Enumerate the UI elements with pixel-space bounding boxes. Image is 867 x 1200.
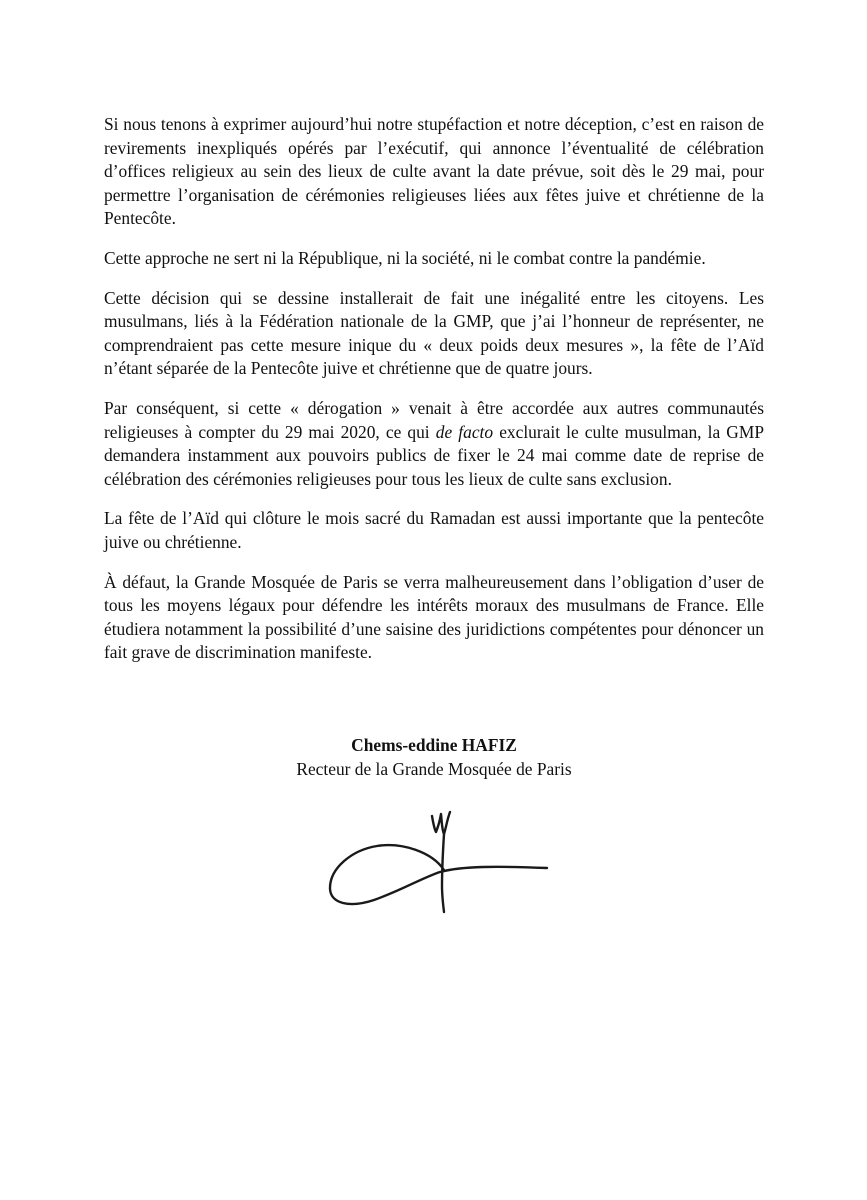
signature-block bbox=[104, 734, 764, 781]
paragraph-5: La fête de l’Aïd qui clôture le mois sacré du Ramadan est aussi importante que la pentecôte juive ou chrétienne. bbox=[104, 508, 764, 552]
paragraph-3: Cette décision qui se dessine installerait de fait une inégalité entre les citoyens. Les musulmans, liés à la Fédération nationale de la GMP, que j’ai l’honneur de représenter, ne comprendraient pas cette mesure inique du « deux poids deux mesures », la fête de l’Aïd n’étant séparée de la Pentecôte juive et chrétienne que de quatre jours. bbox=[104, 287, 764, 379]
paragraph-4 bbox=[104, 397, 764, 491]
handwritten-signature-icon bbox=[322, 800, 557, 920]
paragraph-2: Cette approche ne sert ni la République, ni la société, ni le combat contre la pandémie. bbox=[104, 247, 706, 268]
signer-name: Chems-eddine HAFIZ bbox=[351, 735, 517, 755]
paragraph-4-part-2: exclurait le culte musulman, la GMP demandera instamment aux pouvoirs publics de fixer le 24 mai comme date de reprise de célébration des cérémonies religieuses pour tous les lieux de culte sans exclusion. bbox=[104, 421, 764, 489]
letter-body bbox=[104, 113, 764, 665]
paragraph-4-part-1: Par conséquent, si cette « dérogation » venait à être accordée aux autres communautés religieuses à compter du 29 mai 2020, ce qui bbox=[104, 397, 764, 442]
paragraph-1: Si nous tenons à exprimer aujourd’hui notre stupéfaction et notre déception, c’est en raison de revirements inexpliqués opérés par l’exécutif, qui annonce l’éventualité de célébration d’offices religieux au sein des lieux de culte avant la date prévue, soit dès le 29 mai, pour permettre l’organisation de cérémonies religieuses liées aux fêtes juive et chrétienne de la Pentecôte. bbox=[104, 114, 764, 229]
paragraph-6: À défaut, la Grande Mosquée de Paris se verra malheureusement dans l’obligation d’user de tous les moyens légaux pour défendre les intérêts moraux des musulmans de France. Elle étudiera notamment la possibilité d’une saisine des juridictions compétentes pour dénoncer un fait grave de discrimination manifeste. bbox=[104, 571, 764, 663]
paragraph-4-emphasis: de facto bbox=[435, 421, 494, 442]
signer-title: Recteur de la Grande Mosquée de Paris bbox=[296, 758, 572, 779]
